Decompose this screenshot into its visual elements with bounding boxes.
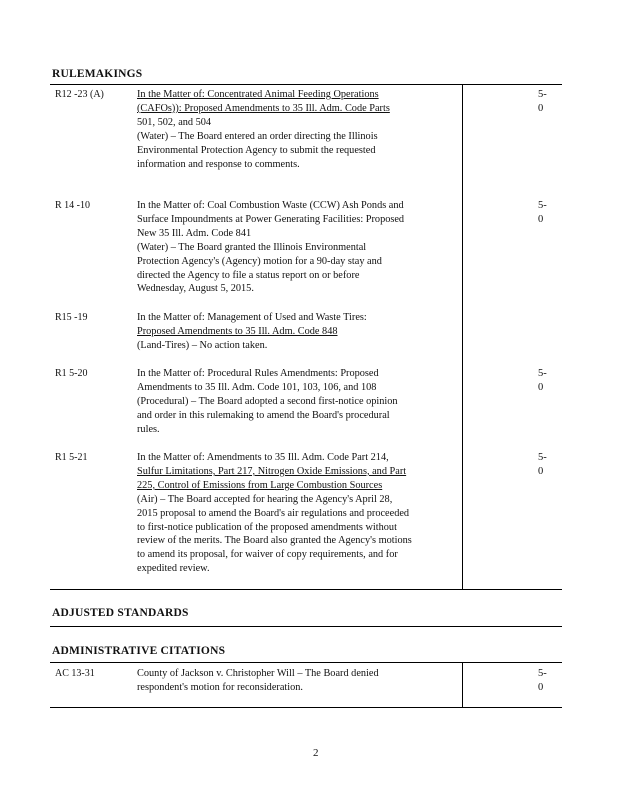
description-line: review of the merits. The Board also granted the Agency's motions [137,535,412,547]
description-line: 225, Control of Emissions from Large Combustion Sources [137,479,383,491]
description-line: (Land-Tires) – No action taken. [137,339,268,351]
vote-count: 5-0 [538,668,547,693]
docket-number: R1 5-21 [55,452,88,463]
description-line: rules. [137,423,160,435]
description-line: 2015 proposal to amend the Board's air regulations and proceeded [137,507,410,519]
section-heading-administrative-citations: ADMINISTRATIVE CITATIONS [52,645,226,657]
table-divider [462,85,463,589]
section-rule [50,589,562,590]
description-line: County of Jackson v. Christopher Will – The Board denied [137,668,379,679]
docket-number: AC 13-31 [55,668,95,679]
entry-description [137,667,450,695]
table-divider [462,663,463,707]
vote-count: 5-0 [538,452,547,477]
description-line: information and response to comments. [137,158,300,170]
section-rule [50,707,562,708]
description-line: to first-notice publication of the proposed amendments without [137,521,397,533]
description-line: (Water) – The Board granted the Illinois Environmental [137,241,367,253]
entry-description [137,451,450,576]
description-line: Surface Impoundments at Power Generating Facilities: Proposed [137,213,405,225]
description-line: (CAFOs)): Proposed Amendments to 35 Ill. Adm. Code Parts [137,102,390,114]
description-line: (Air) – The Board accepted for hearing the Agency's April 28, [137,493,393,505]
description-line: Proposed Amendments to 35 Ill. Adm. Code 848 [137,325,338,337]
entry-description [137,199,450,296]
docket-number: R1 5-20 [55,368,88,379]
docket-number: R 14 -10 [55,200,90,211]
description-line: In the Matter of: Management of Used and Waste Tires: [137,312,367,323]
docket-number: R15 -19 [55,312,88,323]
description-line: In the Matter of: Procedural Rules Amendments: Proposed [137,368,379,379]
page-number: 2 [313,747,319,759]
description-line: In the Matter of: Coal Combustion Waste (CCW) Ash Ponds and [137,200,404,211]
description-line: Wednesday, August 5, 2015. [137,283,254,295]
description-line: 501, 502, and 504 [137,116,212,128]
description-line: In the Matter of: Concentrated Animal Feeding Operations [137,89,379,100]
vote-count: 5-0 [538,200,547,225]
description-line: expedited review. [137,563,210,575]
description-line: New 35 Ill. Adm. Code 841 [137,227,252,239]
description-line: to amend its proposal, for waiver of copy requirements, and for [137,549,398,561]
description-line: and order in this rulemaking to amend the Board's procedural [137,409,390,421]
section-heading-rulemakings: RULEMAKINGS [52,68,143,80]
vote-count: 5-0 [538,89,547,114]
description-line: directed the Agency to file a status report on or before [137,269,360,281]
description-line: (Procedural) – The Board adopted a second first-notice opinion [137,395,398,407]
entry-description [137,367,450,437]
entry-description [137,88,450,171]
section-rule [50,662,562,663]
description-line: (Water) – The Board entered an order directing the Illinois [137,130,378,142]
section-rule [50,626,562,627]
entry-description [137,311,450,353]
vote-count: 5-0 [538,368,547,393]
description-line: Amendments to 35 Ill. Adm. Code 101, 103, 106, and 108 [137,381,377,393]
section-heading-adjusted-standards: ADJUSTED STANDARDS [52,607,189,619]
section-rule [50,84,562,85]
description-line: Sulfur Limitations, Part 217, Nitrogen Oxide Emissions, and Part [137,465,407,477]
description-line: respondent's motion for reconsideration. [137,681,303,693]
description-line: Environmental Protection Agency to submit the requested [137,144,376,156]
description-line: In the Matter of: Amendments to 35 Ill. Adm. Code Part 214, [137,452,389,463]
docket-number: R12 -23 (A) [55,89,104,100]
description-line: Protection Agency's (Agency) motion for a 90-day stay and [137,255,382,267]
